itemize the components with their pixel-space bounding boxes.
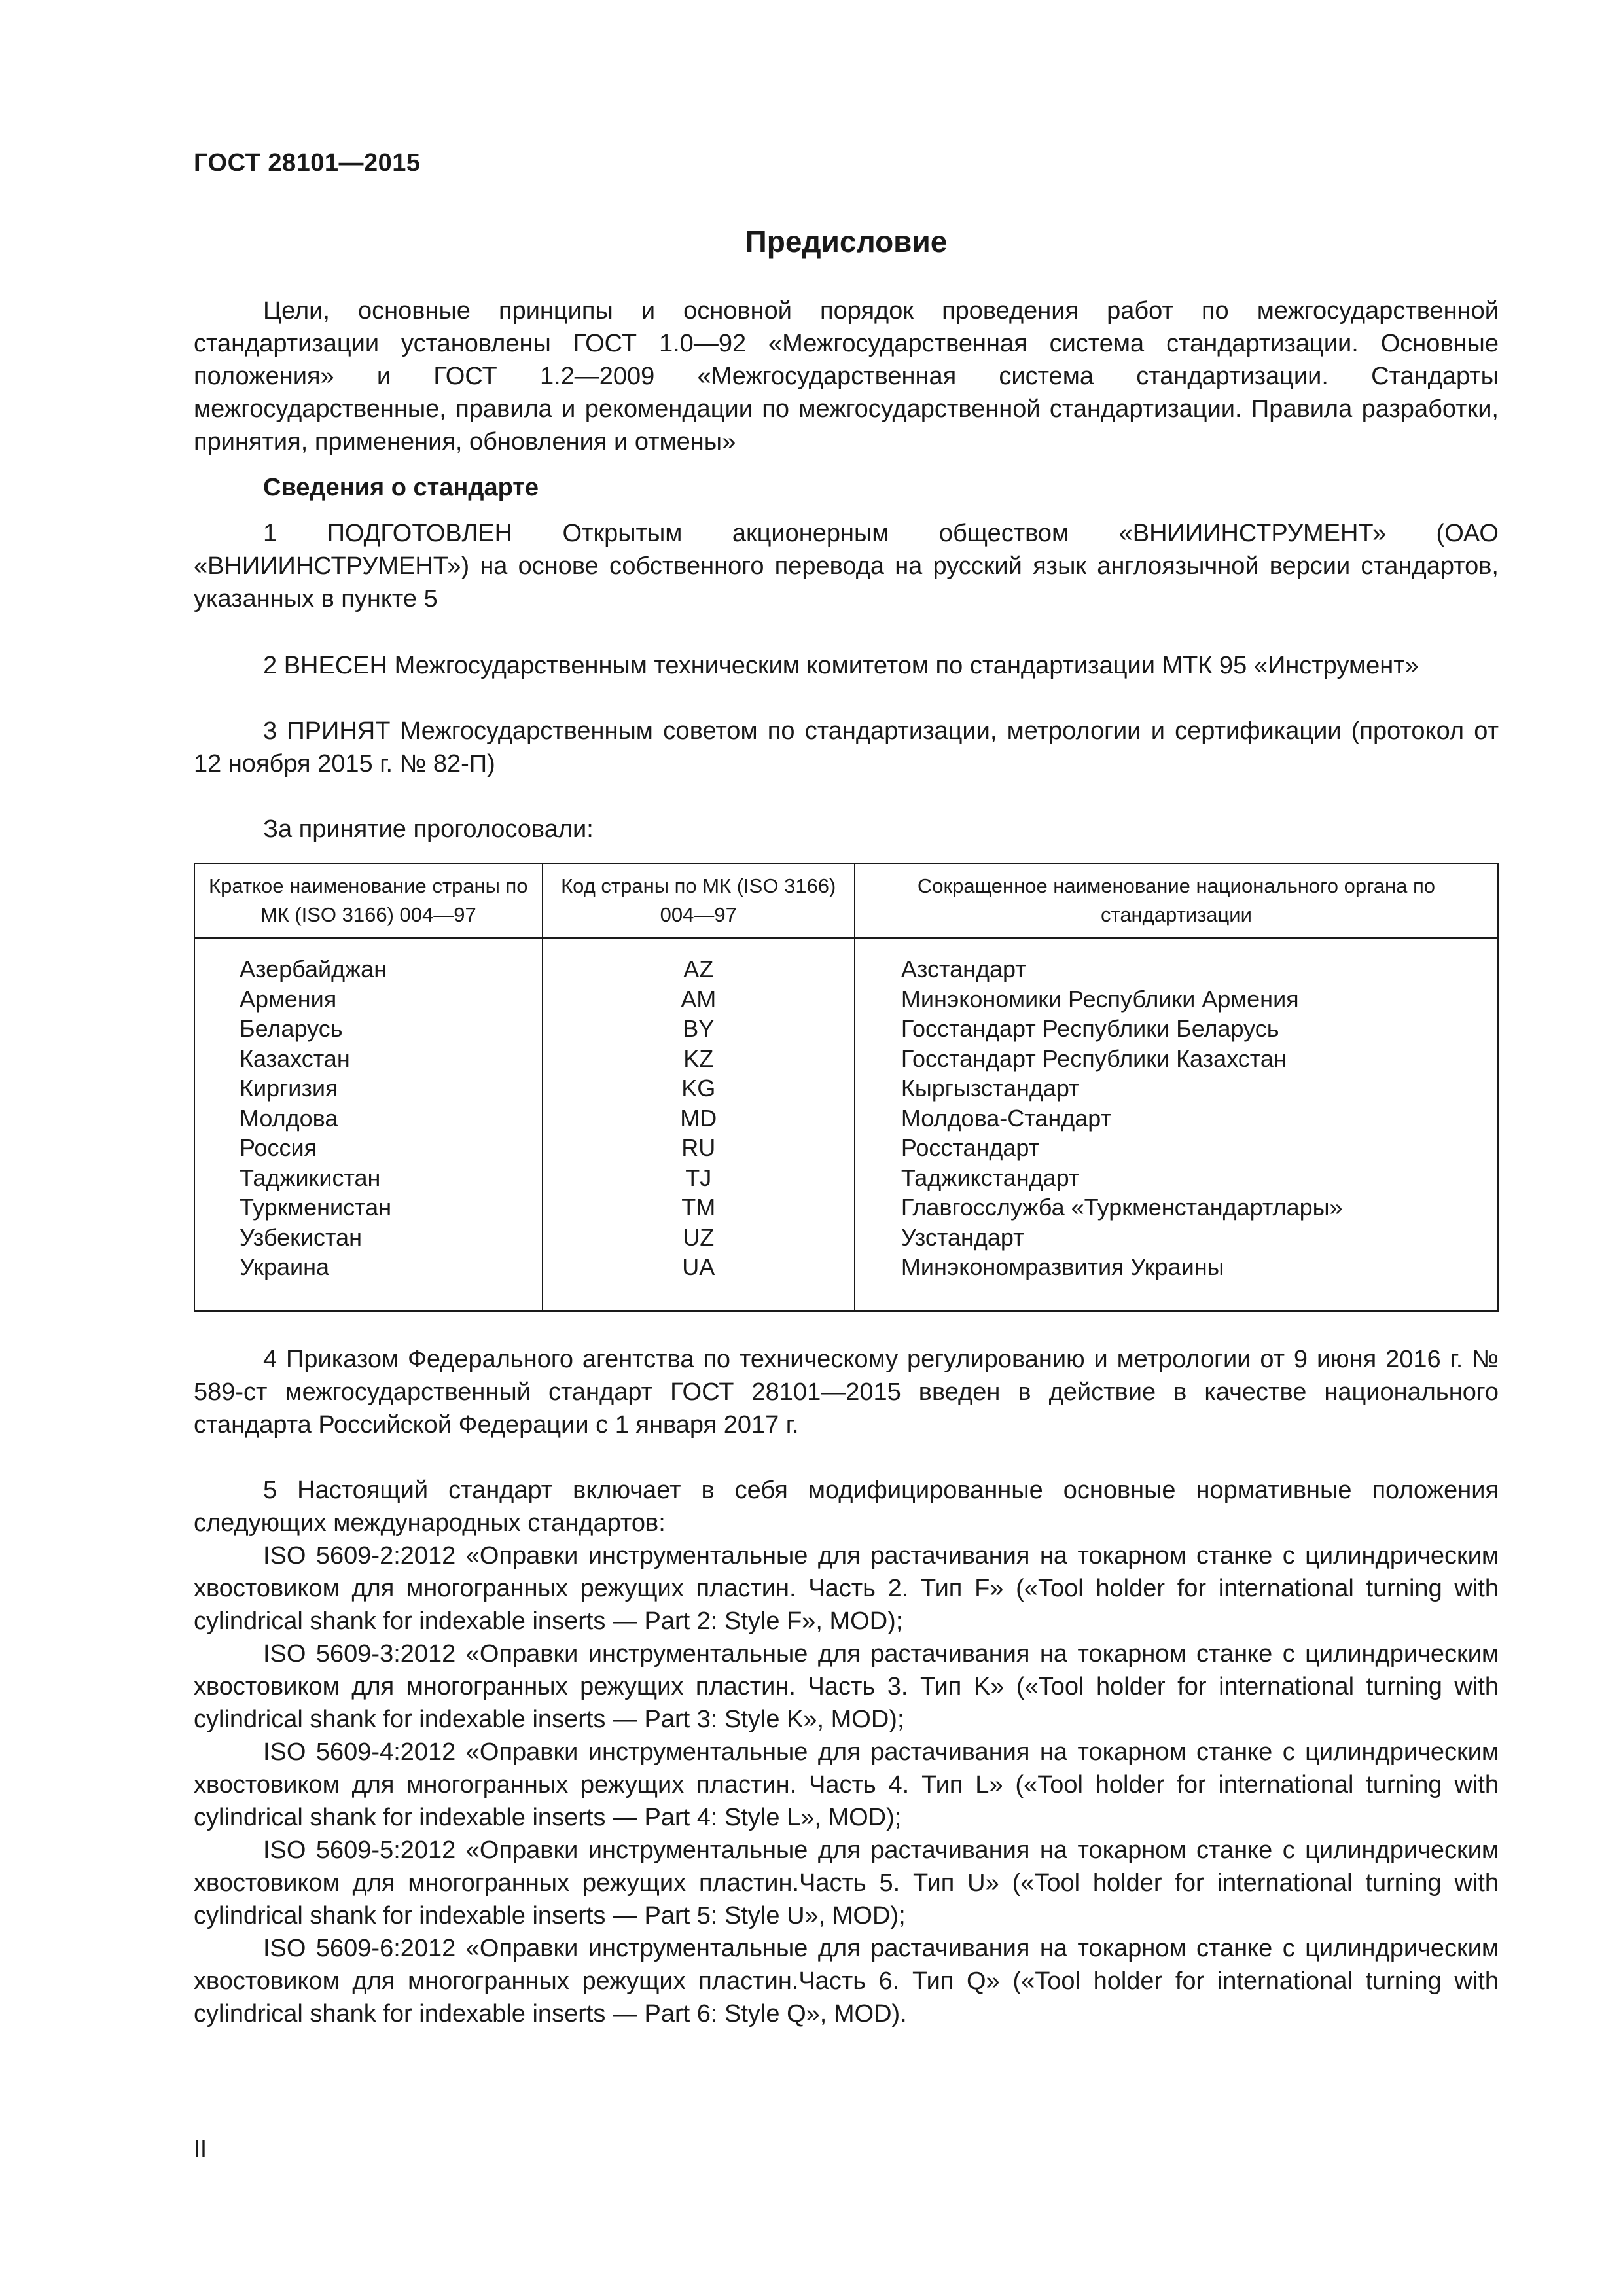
body-cell: Таджикстандарт: [855, 1163, 1498, 1193]
iso-reference: ISO 5609-3:2012 «Оправки инструментальные для растачивания на токарном станке с цилиндрическим хвостовиком для многогранных режущих пластин. Часть 3. Тип K» («Tool holder for international turning with cylindrical shank for indexable inserts — Part 3: Style K», MOD);: [194, 1640, 1499, 1733]
voting-countries-table: [194, 863, 1499, 1312]
item-2: [194, 649, 1499, 682]
country-cell: Украина: [194, 1252, 543, 1282]
table-row: [194, 1163, 1498, 1193]
table-row: [194, 984, 1498, 1014]
country-cell: Беларусь: [194, 1014, 543, 1044]
item-1: [194, 517, 1499, 615]
country-cell: Таджикистан: [194, 1163, 543, 1193]
table-bottom-spacer: [194, 1282, 1498, 1312]
table-header-row: [194, 863, 1498, 938]
country-cell: Молдова: [194, 1103, 543, 1134]
country-cell: Киргизия: [194, 1073, 543, 1103]
voted-label: За принятие проголосовали:: [263, 816, 594, 843]
code-cell: KG: [543, 1073, 855, 1103]
code-cell: UZ: [543, 1223, 855, 1253]
table-row: [194, 938, 1498, 984]
table-row: [194, 1193, 1498, 1223]
standard-info-heading: Сведения о стандарте: [263, 474, 539, 501]
document-page: [194, 0, 1499, 2296]
body-cell: Минэкономики Республики Армения: [855, 984, 1498, 1014]
code-cell: TM: [543, 1193, 855, 1223]
body-cell: Госстандарт Республики Беларусь: [855, 1014, 1498, 1044]
code-cell: TJ: [543, 1163, 855, 1193]
item-1-paragraph: 1 ПОДГОТОВЛЕН Открытым акционерным обществом «ВНИИИНСТРУМЕНТ» (ОАО «ВНИИИНСТРУМЕНТ») на основе собственного перевода на русский язык англоязычной версии стандартов, указанных в пункте 5: [194, 520, 1499, 613]
code-cell: BY: [543, 1014, 855, 1044]
code-cell: RU: [543, 1133, 855, 1163]
code-cell: MD: [543, 1103, 855, 1134]
intro-paragraph: Цели, основные принципы и основной порядок проведения работ по межгосударственной стандартизации установлены ГОСТ 1.0—92 «Межгосударственная система стандартизации. Основные положения» и ГОСТ 1.2—2009 «Межгосударственная система стандартизации. Стандарты межгосударственные, правила и рекомендации по межгосударственной стандартизации. Правила разработки, принятия, применения, обновления и отмены»: [194, 297, 1499, 456]
body-cell: Минэкономразвития Украины: [855, 1252, 1498, 1282]
iso-reference: ISO 5609-4:2012 «Оправки инструментальные для растачивания на токарном станке с цилиндрическим хвостовиком для многогранных режущих пластин. Часть 4. Тип L» («Tool holder for international turning with cylindrical shank for indexable inserts — Part 4: Style L», MOD);: [194, 1738, 1499, 1831]
item-4: [194, 1343, 1499, 1441]
table-row: [194, 1103, 1498, 1134]
iso-reference: ISO 5609-6:2012 «Оправки инструментальные для растачивания на токарном станке с цилиндрическим хвостовиком для многогранных режущих пластин.Часть 6. Тип Q» («Tool holder for international turning with cylindrical shank for indexable inserts — Part 6: Style Q», MOD).: [194, 1935, 1499, 2028]
body-cell: Кыргызстандарт: [855, 1073, 1498, 1103]
country-cell: Азербайджан: [194, 938, 543, 984]
iso-reference: ISO 5609-5:2012 «Оправки инструментальные для растачивания на токарном станке с цилиндрическим хвостовиком для многогранных режущих пластин.Часть 5. Тип U» («Tool holder for international turning with cylindrical shank for indexable inserts — Part 5: Style U», MOD);: [194, 1837, 1499, 1929]
item-4-paragraph: 4 Приказом Федерального агентства по техническому регулированию и метрологии от 9 июня 2016 г. № 589-ст межгосударственный стандарт ГОСТ 28101—2015 введен в действие в качестве национального стандарта Российской Федерации с 1 января 2017 г.: [194, 1346, 1499, 1439]
document-id-header: ГОСТ 28101—2015: [194, 149, 421, 177]
item-3-paragraph: 3 ПРИНЯТ Межгосударственным советом по стандартизации, метрологии и сертификации (протокол от 12 ноября 2015 г. № 82-П): [194, 717, 1499, 778]
code-cell: UA: [543, 1252, 855, 1282]
item-2-paragraph: 2 ВНЕСЕН Межгосударственным техническим комитетом по стандартизации МТК 95 «Инструмент»: [263, 652, 1419, 679]
table-row: [194, 1223, 1498, 1253]
body-cell: Молдова-Стандарт: [855, 1103, 1498, 1134]
header-country-code: Код страны по МК (ISO 3166) 004—97: [543, 863, 855, 938]
table-row: [194, 1014, 1498, 1044]
page-number: II: [194, 2135, 207, 2162]
item-3: [194, 715, 1499, 780]
body-cell: Узстандарт: [855, 1223, 1498, 1253]
body-cell: Госстандарт Республики Казахстан: [855, 1044, 1498, 1074]
country-cell: Россия: [194, 1133, 543, 1163]
country-cell: Туркменистан: [194, 1193, 543, 1223]
code-cell: AM: [543, 984, 855, 1014]
voted-label-block: [194, 813, 1499, 846]
item-5-paragraph: 5 Настоящий стандарт включает в себя модифицированные основные нормативные положения следующих международных стандартов:: [194, 1477, 1499, 1537]
body-cell: Росстандарт: [855, 1133, 1498, 1163]
country-cell: Казахстан: [194, 1044, 543, 1074]
table-row: [194, 1133, 1498, 1163]
body-cell: Главгосслужба «Туркменстандартлары»: [855, 1193, 1498, 1223]
standard-info-section: [194, 471, 1499, 504]
table-row: [194, 1044, 1498, 1074]
page-title: Предисловие: [745, 224, 948, 259]
header-country-name: Краткое наименование страны по МК (ISO 3166) 004—97: [194, 863, 543, 938]
country-cell: Узбекистан: [194, 1223, 543, 1253]
intro-section: [194, 295, 1499, 458]
country-cell: Армения: [194, 984, 543, 1014]
code-cell: KZ: [543, 1044, 855, 1074]
code-cell: AZ: [543, 938, 855, 984]
body-cell: Азстандарт: [855, 938, 1498, 984]
iso-reference: ISO 5609-2:2012 «Оправки инструментальные для растачивания на токарном станке с цилиндрическим хвостовиком для многогранных режущих пластин. Часть 2. Тип F» («Tool holder for international turning with cylindrical shank for indexable inserts — Part 2: Style F», MOD);: [194, 1542, 1499, 1635]
table-row: [194, 1252, 1498, 1282]
header-national-body: Сокращенное наименование национального органа по стандартизации: [855, 863, 1498, 938]
item-5: [194, 1474, 1499, 2030]
table-row: [194, 1073, 1498, 1103]
